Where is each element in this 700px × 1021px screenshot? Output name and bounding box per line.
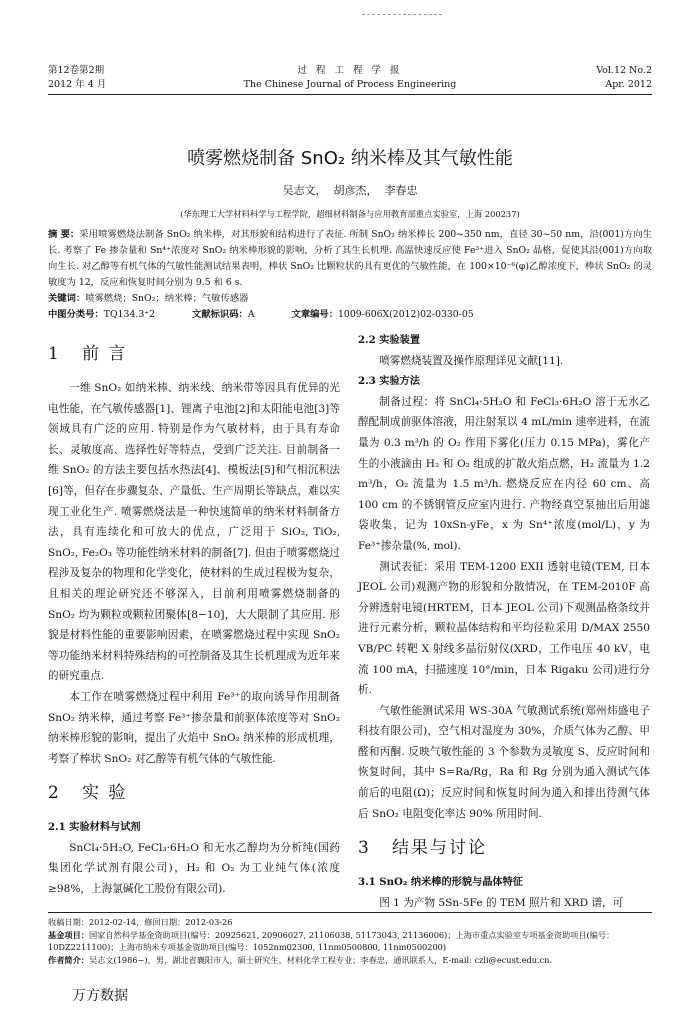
doc-code-value: A xyxy=(247,309,255,320)
header-journal-en: The Chinese Journal of Process Engineering xyxy=(243,79,457,90)
abstract-text: 采用喷雾燃烧法制备 SnO₂ 纳米棒，对其形貌和结构进行了表征. 所制 SnO₂ 纳米棒长 200~350 nm，直径 30~50 nm，沿(001)方向生长. 考察了 Fe 掺杂量和 Sn⁴⁺浓度对 SnO₂ 纳米棒形貌的影响，分析了其生长机理. 高温快速反应使 Fe³⁺进入 SnO₂ 晶格，促使其沿(001)方向取向生长. 对乙醇等有机气体的气敏性能测试结果表明，棒状 SnO₂ 比颗粒状的具有更优的气敏性能，在 100×10⁻⁶(φ)乙醇浓度下，棒状 SnO₂ 的灵敏度为 12，反应和恢复时间分别为 9.5 和 6 s. xyxy=(48,229,652,288)
keywords-text: 喷雾燃烧；SnO₂；纳米棒；气敏传感器 xyxy=(85,293,249,304)
header-volume-en: Vol.12 No.2 xyxy=(596,65,652,76)
paper-authors: 吴志文， 胡彦杰， 李春忠 xyxy=(282,184,418,197)
header-rule xyxy=(48,94,652,95)
footnote-block xyxy=(48,916,652,966)
section-2-1-title: 2.1 实验材料与试剂 xyxy=(48,821,141,834)
header-date-en: Apr. 2012 xyxy=(605,79,652,90)
left-column xyxy=(48,330,340,900)
clc-label: 中图分类号： xyxy=(48,309,104,320)
materials-paragraph: SnCl₄·5H₂O, FeCl₃·6H₂O 和无水乙醇均为分析纯(国药集团化学试剂有限公司)，H₂ 和 O₂ 为工业纯气体(浓度≥98%，上海氯碱化工股份有限公司). xyxy=(48,841,340,896)
abstract-block xyxy=(48,227,652,323)
article-no-value: 1009-606X(2012)02-0330-05 xyxy=(338,309,474,320)
paper-affiliation: (华东理工大学材料科学与工程学院，超细材料制备与应用教育部重点实验室，上海 200237) xyxy=(180,209,520,219)
paper-title: 喷雾燃烧制备 SnO₂ 纳米棒及其气敏性能 xyxy=(187,148,513,169)
doc-code-label: 文献标识码： xyxy=(192,309,248,320)
section-2-title: 实 验 xyxy=(82,783,128,804)
footnote-author-text: 吴志文(1986−)，男，湖北省襄阳市人，硕士研究生，材料化学工程专业；李春忠，通讯联系人，E-mail: czli@ecust.edu.cn. xyxy=(88,954,553,965)
section-3-heading xyxy=(358,836,650,860)
section-2-2-title: 2.2 实验装置 xyxy=(358,334,421,346)
section-2-heading xyxy=(48,781,340,805)
method-paragraph-preparation: 制备过程：将 SnCl₄·5H₂O 和 FeCl₃·6H₂O 溶于无水乙醇配制成前驱体溶液，用注射泵以 4 mL/min 速率进料，在流量为 0.3 m³/h 的 O₂ 作用下雾化(压力 0.15 MPa)，雾化产生的小液滴由 H₂ 和 O₂ 组成的扩散火焰点燃，H₂ 流量为 1.2 m³/h，O₂ 流量为 1.5 m³/h. 燃烧反应在内径 60 cm、高 100 cm 的不锈钢管反应室内进行. 产物经真空泵抽出后用滤袋收集，记为 10xSn-yFe，x 为 Sn⁴⁺浓度(mol/L)，y 为 Fe³⁺掺杂量(%, mol). xyxy=(358,395,650,552)
footnote-fund-label: 基金项目： xyxy=(48,929,89,940)
footnote-rule xyxy=(48,912,652,913)
section-2-number: 2 xyxy=(48,783,61,804)
header-date-cn: 2012 年 4 月 xyxy=(48,79,107,90)
footnote-received: 收稿日期：2012-02-14，修回日期：2012-03-26 xyxy=(48,917,233,927)
section-2-3-title: 2.3 实验方法 xyxy=(358,375,421,388)
header-volume-cn: 第12卷第2期 xyxy=(48,65,105,76)
keywords-label: 关键词： xyxy=(48,293,86,304)
right-column xyxy=(358,330,650,913)
results-paragraph-start: 图 1 为产物 5Sn-5Fe 的 TEM 照片和 XRD 谱，可 xyxy=(379,896,624,909)
apparatus-paragraph: 喷雾燃烧装置及操作原理详见文献[11]. xyxy=(379,354,564,367)
article-no-label: 文章编号： xyxy=(291,309,339,320)
method-paragraph-gas-sensing: 气敏性能测试采用 WS-30A 气敏测试系统(郑州炜盛电子科技有限公司)，空气相对湿度为 30%，介质气体为乙醇、甲醛和丙酮. 反映气敏性能的 3 个参数为灵敏度 S、反应时间和恢复时间，其中 S=Ra/Rg，Ra 和 Rg 分别为通入测试气体前后的电阻(Ω)；反应时间和恢复时间为通入和排出待测气体后 SnO₂ 电阻变化率达 90% 所用时间. xyxy=(358,704,650,820)
header-journal-cn: 过 程 工 程 学 报 xyxy=(297,65,403,76)
section-1-title: 前 言 xyxy=(82,344,128,364)
section-3-title: 结果与讨论 xyxy=(392,838,487,859)
section-3-number: 3 xyxy=(358,838,371,859)
intro-paragraph-1: 一维 SnO₂ 如纳米棒、纳米线、纳米带等因具有优异的光电性能，在气敏传感器[1]、锂离子电池[2]和太阳能电池[3]等领域具有广泛的应用. 特别是作为气敏材料，由于具有寿命长、灵敏度高、选择性好等特点，受到广泛关注. 目前制备一维 SnO₂ 的方法主要包括水热法[4]、模板法[5]和气相沉积法[6]等，但存在步骤复杂、产量低、生产周期长等缺点，难以实现工业化生产. 喷雾燃烧法是一种快速简单的纳米材料制备方法，具有连续化和可放大的优点，广泛用于 SiO₂, TiO₂, SnO₂, Fe₂O₃ 等功能性纳米材料的制备[7]. 但由于喷雾燃烧过程涉及复杂的物理和化学变化，使材料的生成过程极为复杂，且相关的理论研究还不够深入，目前利用喷雾燃烧制备的 SnO₂ 均为颗粒或颗粒团聚体[8−10]，大大限制了其应用. 形貌是材料性能的重要影响因素，在喷雾燃烧过程中实现 SnO₂ 等功能纳米材料特殊结构的可控制备及其生长机理成为近年来的研究重点. xyxy=(48,382,340,683)
section-3-1-title: 3.1 SnO₂ 纳米棒的形貌与晶体特征 xyxy=(358,876,523,889)
section-1-number: 1 xyxy=(48,344,61,364)
abstract-label: 摘 要： xyxy=(48,229,80,240)
footnote-fund-text: 国家自然科学基金资助项目(编号：20925621, 20906027, 21106038, 51173043, 21136006)；上海市重点实验室专项基金资助项目(编号：10DZ2211100)；上海市纳米专项基金资助项目(编号：1052nm02300, 11nm0500800, 11nm0500200) xyxy=(48,929,615,952)
watermark-text: 万方数据 xyxy=(72,988,128,1004)
method-paragraph-characterization: 测试表征：采用 TEM-1200 EXII 透射电镜(TEM, 日本 JEOL 公司)观测产物的形貌和分散情况，在 TEM-2010F 高分辨透射电镜(HRTEM，日本 JEOL 公司)下观测晶格条纹并进行元素分析，颗粒晶体结构和平均径粒采用 D/MAX 2550 VB/PC 转靶 X 射线多晶衍射仪(XRD，工作电压 40 kV，电流 100 mA，扫描速度 10°/min，日本 Rigaku 公司)进行分析. xyxy=(358,560,650,697)
clc-value: TQ134.3⁺2 xyxy=(103,309,156,320)
footnote-author-label: 作者简介： xyxy=(48,954,89,965)
intro-paragraph-2: 本工作在喷雾燃烧过程中利用 Fe³⁺的取向诱导作用制备 SnO₂ 纳米棒，通过考察 Fe³⁺掺杂量和前驱体浓度等对 SnO₂ 纳米棒形貌的影响，提出了火焰中 SnO₂ 纳米棒的形成机理，考察了棒状 SnO₂ 对乙醇等有机气体的气敏性能. xyxy=(48,690,340,765)
section-1-heading xyxy=(48,342,340,366)
top-dash xyxy=(362,14,442,15)
